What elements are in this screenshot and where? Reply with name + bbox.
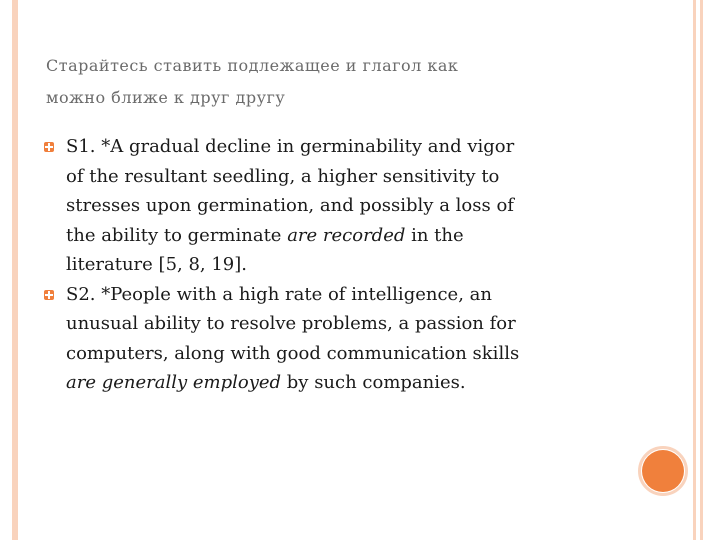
text-run: S2. *People with a high rate of intelligence, an [66, 283, 492, 305]
text-run: S1. *A gradual decline in germinability and vigor [66, 136, 515, 157]
plus-bullet-icon [44, 290, 54, 300]
bullet-item-s2 [40, 280, 630, 398]
text-run: literature [5, 8, 19]. [66, 254, 248, 275]
text-line [66, 221, 630, 251]
left-decorative-rule [12, 0, 18, 540]
title-line-2: можно ближе к друг другу [46, 88, 286, 107]
text-line [66, 280, 630, 310]
text-line [66, 339, 630, 369]
text-run: in the [405, 224, 464, 246]
text-run: by such companies. [281, 372, 466, 393]
emphasis-text: are recorded [287, 224, 406, 246]
text-line [66, 162, 630, 192]
text-run: computers, along with good communication skills [66, 342, 520, 364]
text-line [66, 191, 630, 221]
title-line-1: Старайтесь ставить подлежащее и глагол как [46, 56, 459, 75]
text-run: stresses upon germination, and possibly a loss of [66, 195, 514, 216]
text-run: of the resultant seedling, a higher sensitivity to [66, 165, 500, 187]
decorative-orange-circle [642, 450, 684, 492]
bullet-item-s1 [40, 132, 630, 280]
text-line [66, 368, 630, 398]
text-line [66, 309, 630, 339]
right-decorative-rule [693, 0, 696, 540]
text-line [66, 250, 630, 280]
text-run: unusual ability to resolve problems, a passion for [66, 313, 516, 334]
emphasis-text: are generally employed [66, 372, 282, 393]
right-decorative-rule-outer [700, 0, 703, 540]
plus-bullet-icon [44, 142, 54, 152]
bullet-list [40, 132, 630, 398]
text-run: the ability to germinate [66, 224, 288, 246]
text-line [66, 132, 630, 162]
slide-title [46, 50, 646, 114]
